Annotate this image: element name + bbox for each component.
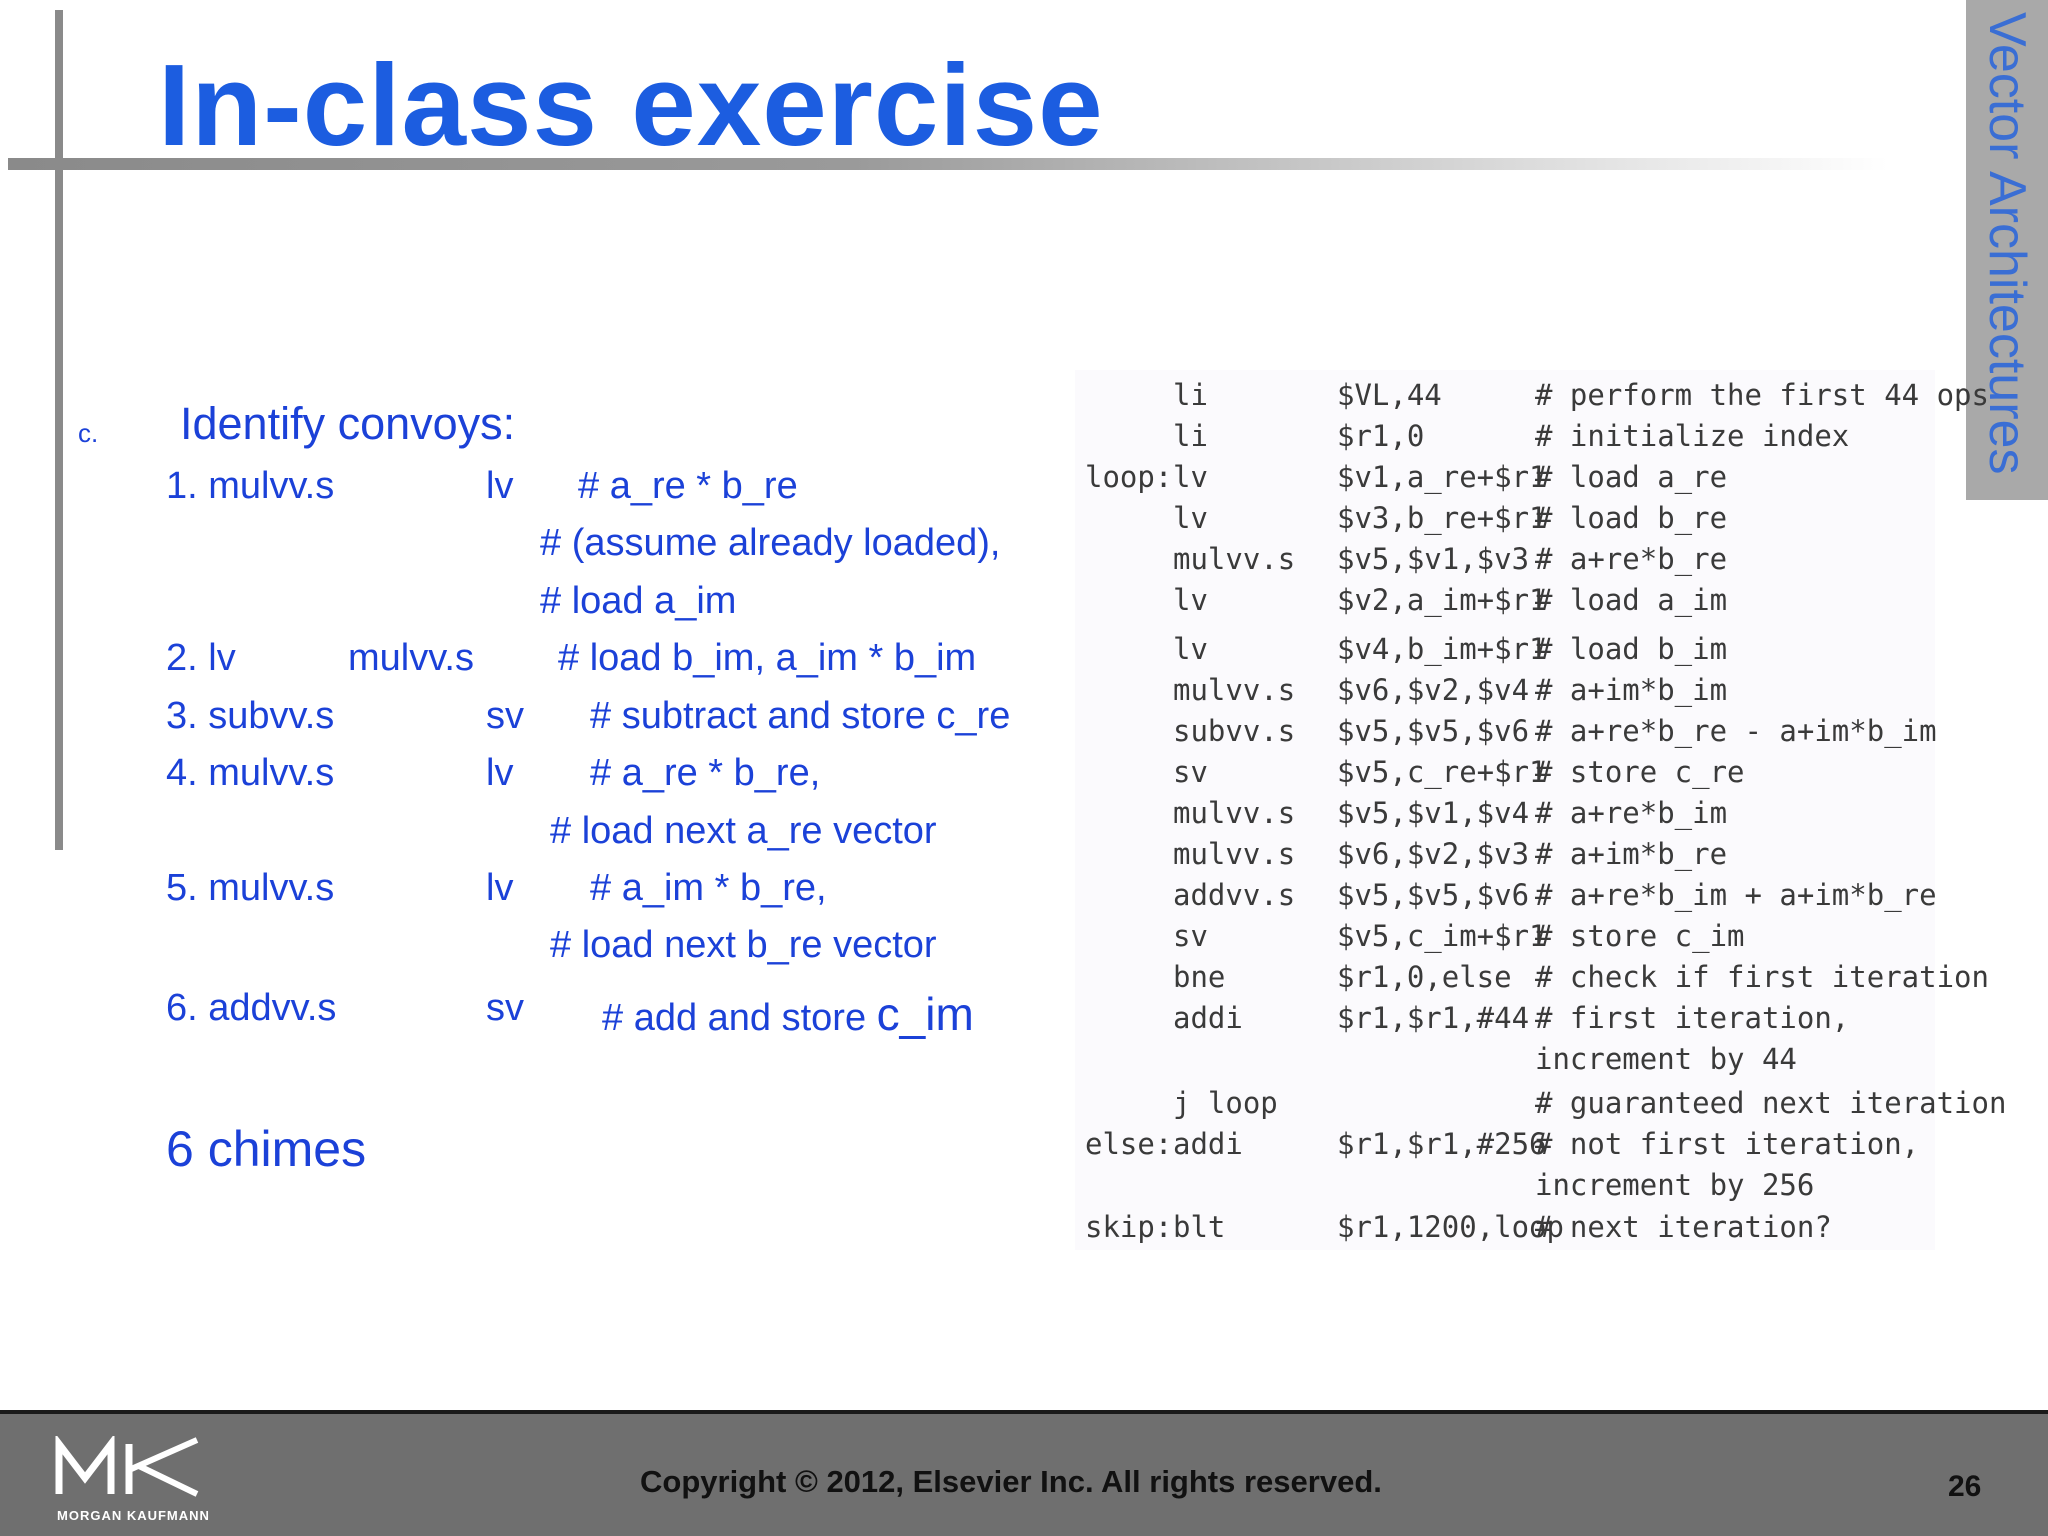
code-comment: # a+re*b_re - a+im*b_im [1535,714,1937,748]
code-comment: # load b_im [1535,632,1728,666]
convoy-6-comment [602,987,974,1041]
convoy-4-comment-2: # load next a_re vector [550,810,937,852]
code-comment: # first iteration, [1535,1001,1850,1035]
code-op: lv [1173,632,1208,666]
convoy-3-comment: # subtract and store c_re [590,695,1011,737]
code-args: $v5,$v5,$v6 [1337,878,1530,912]
code-args: $v5,$v5,$v6 [1337,714,1530,748]
code-comment: # initialize index [1535,419,1850,453]
convoy-1-comment-3: # load a_im [540,580,737,622]
code-args: $r1,1200,loop [1337,1210,1564,1244]
code-comment: increment by 256 [1535,1168,1815,1202]
convoy-2-inst1: 2. lv [166,637,236,679]
convoy-5-comment: # a_im * b_re, [590,867,827,909]
convoy-3-inst1: 3. subvv.s [166,695,335,737]
code-comment: # guaranteed next iteration [1535,1086,2007,1120]
code-args: $r1,0,else [1337,960,1512,994]
code-op: j loop [1173,1086,1278,1120]
code-comment: # load a_re [1535,460,1728,494]
slide-title: In-class exercise [158,40,1104,170]
convoy-4-comment: # a_re * b_re, [590,752,821,794]
convoy-2-comment: # load b_im, a_im * b_im [558,637,977,679]
convoy-6-comment-big: c_im [876,988,974,1040]
code-comment: # load a_im [1535,583,1728,617]
section-tab [1966,0,2048,500]
code-comment: # not first iteration, [1535,1127,1920,1161]
code-op: sv [1173,755,1208,789]
code-args: $v5,c_im+$r1 [1337,919,1547,953]
page-number: 26 [1948,1470,1982,1503]
code-comment: # a+re*b_re [1535,542,1728,576]
code-comment: increment by 44 [1535,1042,1797,1076]
code-comment: # load b_re [1535,501,1728,535]
code-args: $r1,0 [1337,419,1425,453]
convoy-1-comment-2: # (assume already loaded), [540,522,1001,564]
code-op: addi [1173,1127,1243,1161]
convoy-5-inst2: lv [486,867,514,909]
chimes-result: 6 chimes [166,1121,367,1177]
code-comment: # store c_re [1535,755,1745,789]
code-op: subvv.s [1173,714,1296,748]
code-comment: # next iteration? [1535,1210,1832,1244]
code-comment: # check if first iteration [1535,960,1989,994]
code-args: $v6,$v2,$v3 [1337,837,1530,871]
code-op: mulvv.s [1173,837,1296,871]
code-op: lv [1173,583,1208,617]
title-vertical-rule [55,10,63,850]
code-op: blt [1173,1210,1226,1244]
code-args: $v6,$v2,$v4 [1337,673,1530,707]
convoy-5-inst1: 5. mulvv.s [166,867,335,909]
code-args: $v2,a_im+$r1 [1337,583,1547,617]
code-op: lv [1173,460,1208,494]
convoy-1-inst2: lv [486,465,514,507]
convoy-3-inst2: sv [486,695,524,737]
code-args: $v5,c_re+$r1 [1337,755,1547,789]
list-marker: c. [78,418,99,448]
code-args: $v4,b_im+$r1 [1337,632,1547,666]
convoy-4-inst2: lv [486,752,514,794]
convoy-6-inst1: 6. addvv.s [166,987,337,1029]
code-op: addi [1173,1001,1243,1035]
code-label: loop: [1085,460,1173,494]
code-args: $v5,$v1,$v3 [1337,542,1530,576]
code-args: $v1,a_re+$r1 [1337,460,1547,494]
code-op: lv [1173,501,1208,535]
code-op: mulvv.s [1173,673,1296,707]
convoy-1-comment: # a_re * b_re [578,465,798,507]
code-comment: # a+im*b_im [1535,673,1728,707]
code-op: mulvv.s [1173,542,1296,576]
convoy-2-inst2: mulvv.s [348,637,474,679]
morgan-kaufmann-logo [55,1436,215,1526]
code-args: $r1,$r1,#256 [1337,1127,1547,1161]
footer-top-rule [0,1410,2048,1414]
code-comment: # a+im*b_re [1535,837,1728,871]
code-listing-image [1075,370,2007,1250]
code-comment: # a+re*b_im + a+im*b_re [1535,878,1937,912]
code-op: li [1173,378,1208,412]
code-comment: # store c_im [1535,919,1745,953]
convoy-1-inst1: 1. mulvv.s [166,465,335,507]
convoys-heading: Identify convoys: [180,398,516,449]
code-label: skip: [1085,1210,1173,1244]
code-op: bne [1173,960,1226,994]
section-tab-label: Vector Architectures [1978,12,2036,475]
code-args: $r1,$r1,#44 [1337,1001,1530,1035]
code-op: addvv.s [1173,878,1296,912]
logo-caption: MORGAN KAUFMANN [57,1508,210,1523]
copyright-text: Copyright © 2012, Elsevier Inc. All rights reserved. [640,1464,1382,1499]
code-args: $VL,44 [1337,378,1442,412]
code-op: mulvv.s [1173,796,1296,830]
convoy-6-inst2: sv [486,987,524,1029]
convoy-6-comment-text: # add and store [602,997,877,1039]
code-op: sv [1173,919,1208,953]
code-args: $v3,b_re+$r1 [1337,501,1547,535]
code-comment: # a+re*b_im [1535,796,1728,830]
code-args: $v5,$v1,$v4 [1337,796,1530,830]
convoy-5-comment-2: # load next b_re vector [550,924,937,966]
convoy-4-inst1: 4. mulvv.s [166,752,335,794]
code-label: else: [1085,1127,1173,1161]
code-comment: # perform the first 44 ops [1535,378,1989,412]
code-op: li [1173,419,1208,453]
